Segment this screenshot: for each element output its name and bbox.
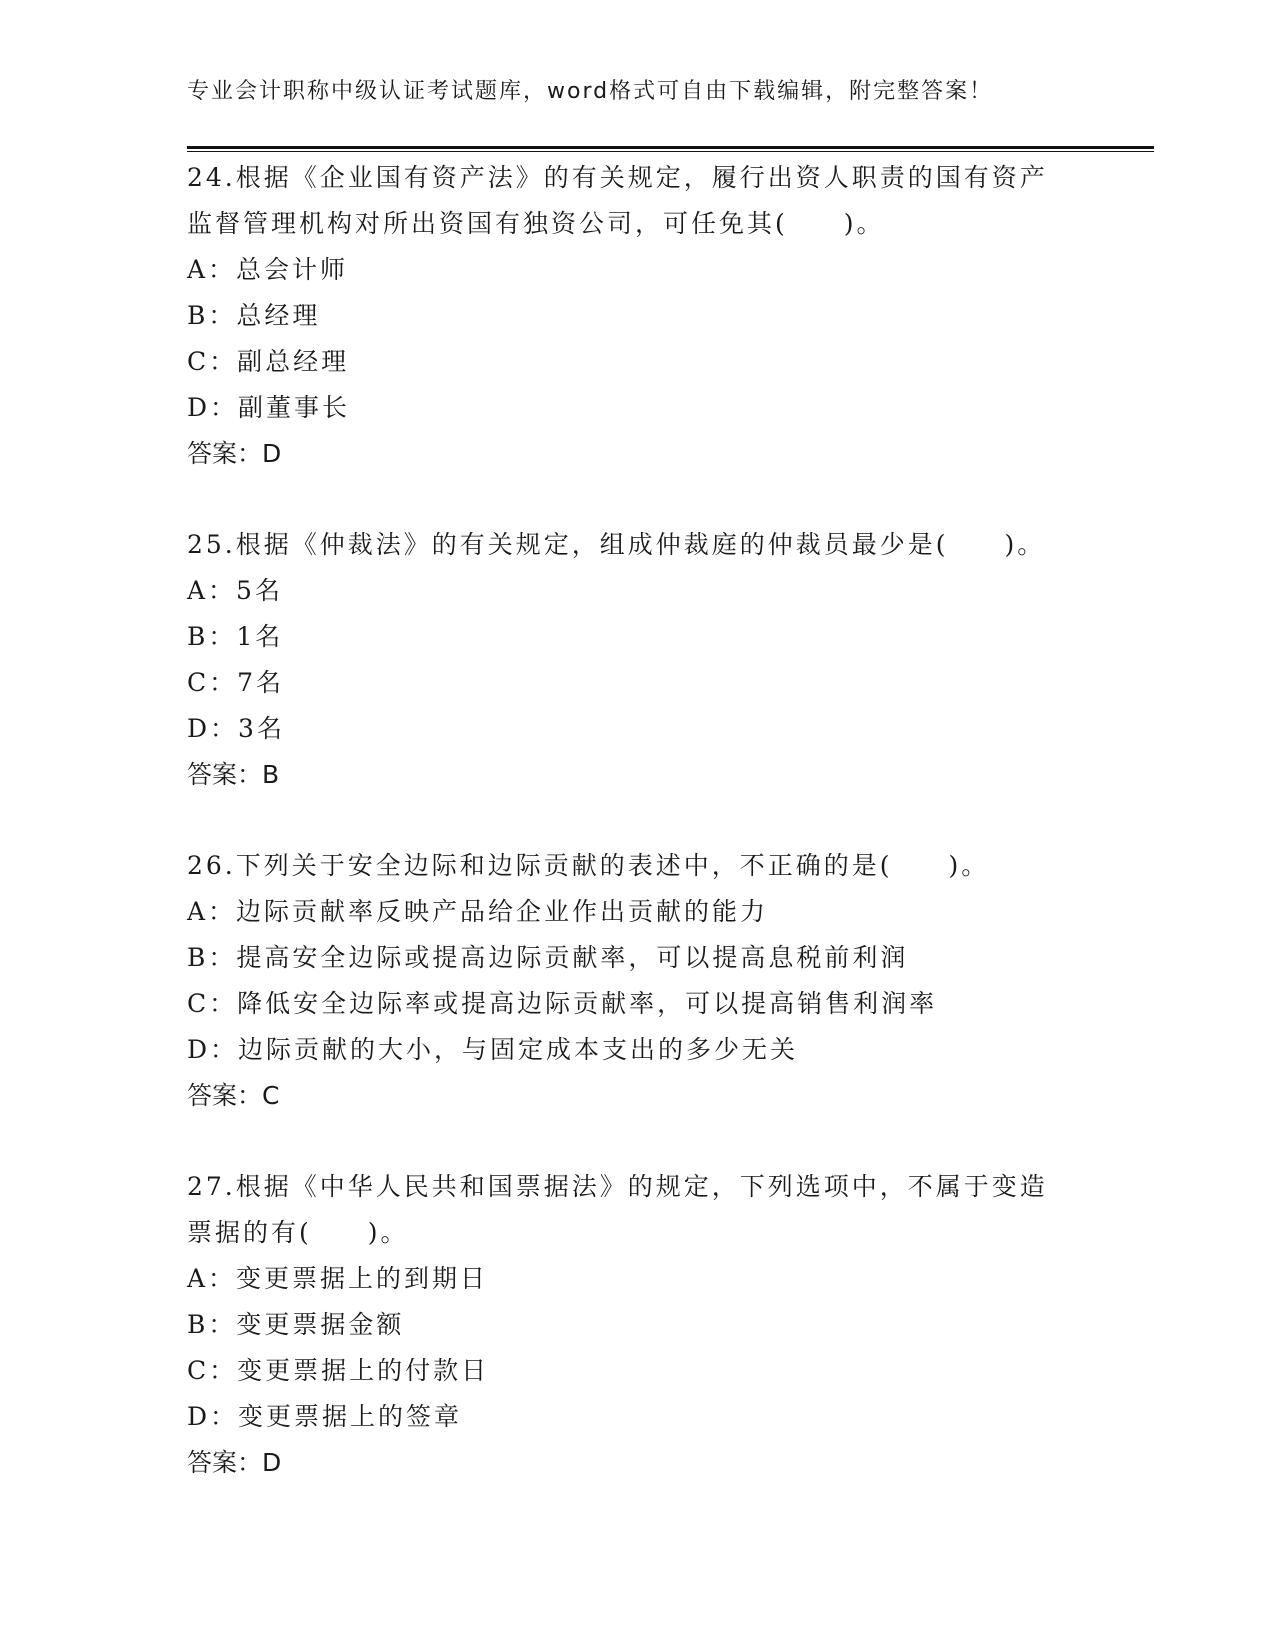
option-a: A：边际贡献率反映产品给企业作出贡献的能力 <box>187 897 769 926</box>
question-stem: 票据的有( )。 <box>187 1218 409 1247</box>
answer: 答案：D <box>187 1448 282 1477</box>
option-d: D：副董事长 <box>187 393 351 422</box>
header-rule-thin <box>187 151 1154 152</box>
option-d: D：变更票据上的签章 <box>187 1402 463 1431</box>
option-b: B：总经理 <box>187 301 321 330</box>
question-stem: 27.根据《中华人民共和国票据法》的规定，下列选项中，不属于变造 <box>187 1172 1048 1201</box>
option-c: C：降低安全边际率或提高边际贡献率，可以提高销售利润率 <box>187 989 938 1018</box>
option-c: C：副总经理 <box>187 347 350 376</box>
question-stem: 25.根据《仲裁法》的有关规定，组成仲裁庭的仲裁员最少是( )。 <box>187 530 1046 559</box>
option-a: A：5名 <box>187 576 283 605</box>
option-b: B：1名 <box>187 622 284 651</box>
option-a: A：总会计师 <box>187 255 349 284</box>
answer: 答案：D <box>187 439 282 468</box>
question-24 <box>187 155 1087 477</box>
header-rule-thick <box>187 146 1154 149</box>
option-d: D：3名 <box>187 714 285 743</box>
page-header: 专业会计职称中级认证考试题库，word格式可自由下载编辑，附完整答案！ <box>187 79 994 104</box>
option-b: B：提高安全边际或提高边际贡献率，可以提高息税前利润 <box>187 943 909 972</box>
question-stem: 24.根据《企业国有资产法》的有关规定，履行出资人职责的国有资产 <box>187 163 1048 192</box>
answer: 答案：C <box>187 1081 280 1110</box>
question-stem: 监督管理机构对所出资国有独资公司，可任免其( )。 <box>187 209 885 238</box>
question-26 <box>187 843 1087 1119</box>
option-d: D：边际贡献的大小，与固定成本支出的多少无关 <box>187 1035 799 1064</box>
option-a: A：变更票据上的到期日 <box>187 1264 489 1293</box>
question-stem: 26.下列关于安全边际和边际贡献的表述中，不正确的是( )。 <box>187 851 990 880</box>
answer: 答案：B <box>187 760 280 789</box>
option-c: C：变更票据上的付款日 <box>187 1356 490 1385</box>
option-b: B：变更票据金额 <box>187 1310 405 1339</box>
question-27 <box>187 1164 1087 1486</box>
option-c: C：7名 <box>187 668 285 697</box>
question-25 <box>187 522 1087 798</box>
